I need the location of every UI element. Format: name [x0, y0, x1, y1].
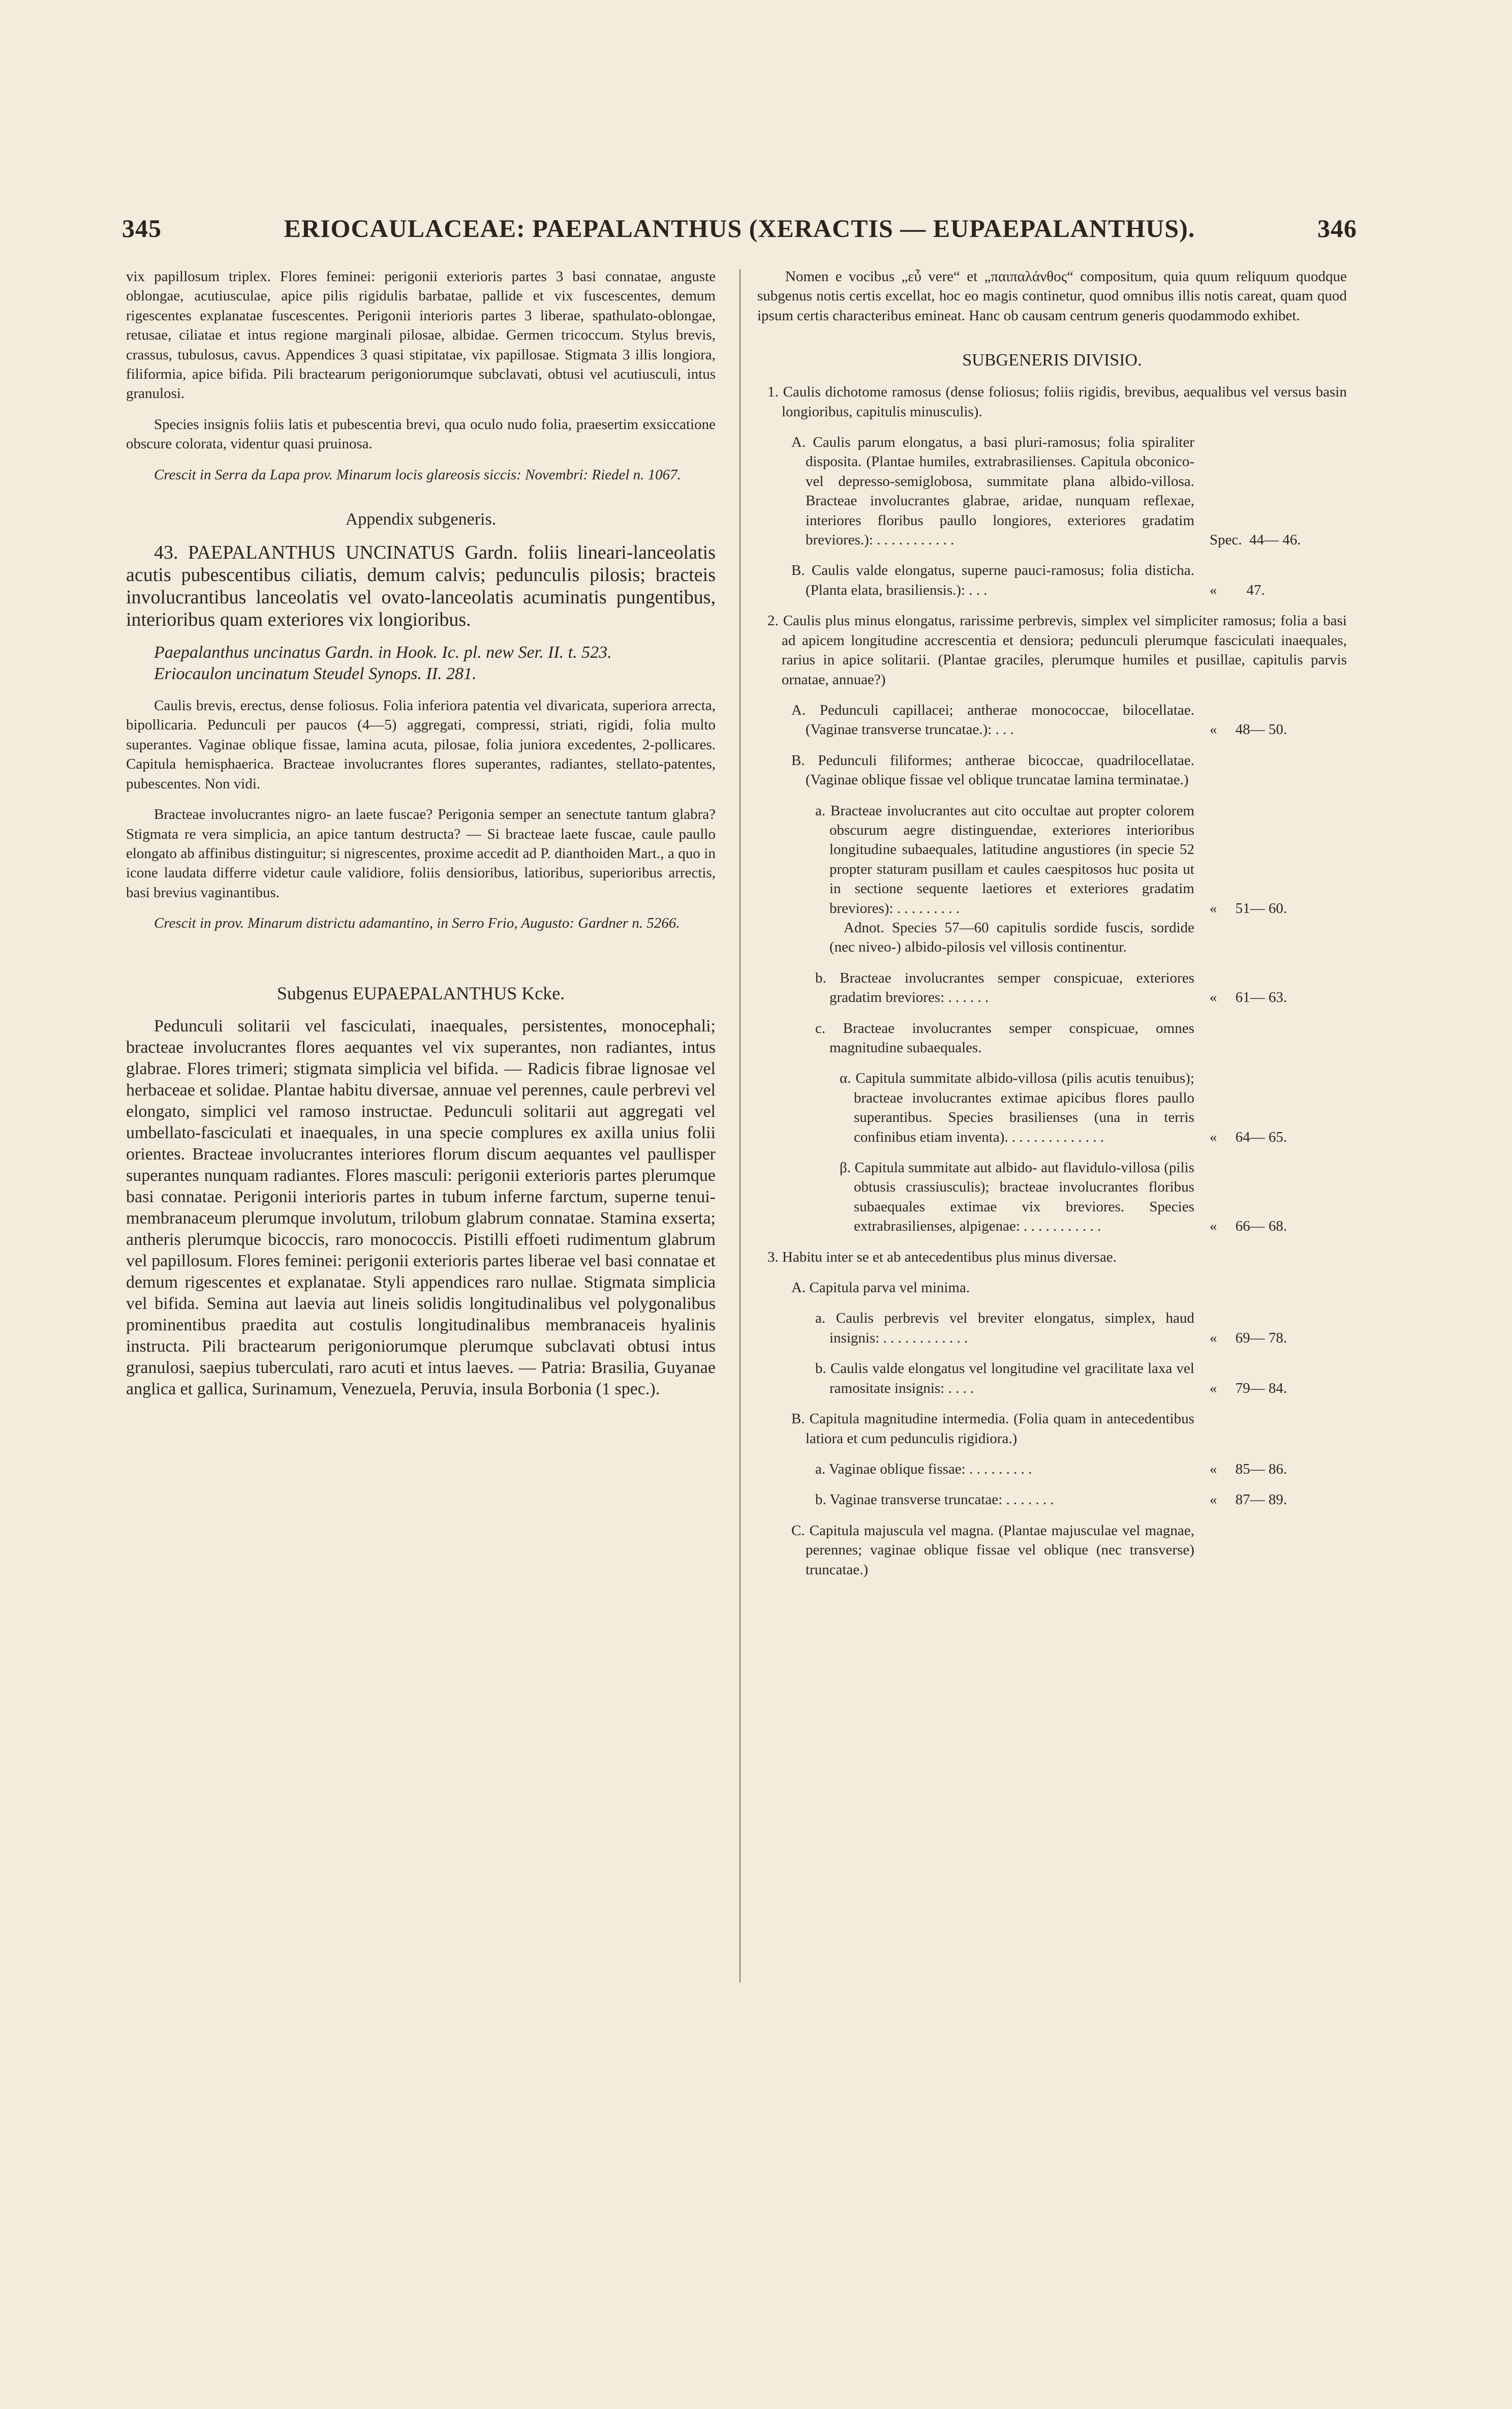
key-reference: « 87— 89.: [1210, 1491, 1287, 1508]
subgenus-description: Pedunculi solitarii vel fasciculati, inaequales, persistentes, monocephali; bracteae involucrantes flores aequantes vel vix superantes, non radiantes, intus glabrae. Flores trimeri; stigmata simplicia vel bifida. — Radicis fibrae lignosae vel herbaceae et solidae. Plantae habitu diversae, annuae vel perennes, caule perbrevi vel elongato, simplici vel ramoso instructae. Pedunculi solitarii aut aggregati vel umbellato-fasciculati et inaequales, in una specie complures ex axilla unius folii orientes. Bracteae involucrantes interiores florum discum aequantes vel paullisper superantes nunquam radiantes. Flores masculi: perigonii exterioris partes plerumque basi connatae. Perigonii interioris partes in tubum inferne farctum, superne tenui-membranaceum plerumque involutum, trilobum glabrum connatae. Stamina exserta; antheris plerumque bicoccis, raro monococcis. Pistilli effoeti rudimentum glabrum vel papillosum. Flores feminei: perigonii exterioris partes liberae vel basi connatae et demum rigescentes et explanatae. Styli appendices raro nullae. Stigmata simplicia vel bifida. Semina aut laevia aut lineis solidis longitudinalibus vel polygonalibus prominentibus praedita aut costulis longitudinalibus membranaceis hyalinis instructa. Pili bractearum perigoniorumque plerumque subclavati obtusi intus granulosi, saepius tuberculati, raro acuti et intus laeves. — Patria: Brasilia, Guyanae anglica et gallica, Surinamum, Venezuela, Peruvia, insula Borbonia (1 spec.).: [126, 1016, 716, 1398]
key-lead-1A: [757, 433, 1347, 550]
species-discussion: Bracteae involucrantes nigro- an laete fuscae? Perigonia semper an senectute tantum glabra? Stigmata re vera simplicia, an apice tantum destructa? — Si bracteae laete fuscae, caule paullo elongato ab affinibus distinguitur; si nigrescentes, proxime accedit ad P. dianthoiden Mart., a quo in icone laudata differre videtur caule validiore, foliis densioribus, latioribus, superioribus arrectis, basi brevius vaginantibus.: [126, 806, 716, 901]
key-lead-2: 2. Caulis plus minus elongatus, rarissime perbrevis, simplex vel simpliciter ramosus; folia a basi ad apicem longitudine accrescentia et densiora; pedunculi plerumque fasciculati inaequales, rarius in apice solitarii. (Plantae graciles, plerumque humiles et pusillae, capitulis parvis ornatae, annuae?): [767, 613, 1347, 688]
locality-note: Crescit in Serra da Lapa prov. Minarum locis glareosis siccis: Novembri: Riedel n. 1067.: [154, 466, 681, 483]
key-lead-1: 1. Caulis dichotome ramosus (dense foliosus; foliis rigidis, brevibus, aequalibus vel versus basin longioribus, capitulis minusculis).: [767, 384, 1347, 420]
species-diagnosis: 43. PAEPALANTHUS UNCINATUS Gardn. foliis lineari-lanceolatis acutis pubescentibus ciliatis, demum calvis; pedunculis pilosis; bracteis involucrantibus lanceolatis vel ovato-lanceolatis acuminatis pungentibus, interioribus quam exteriores vix longioribus.: [126, 542, 716, 631]
key-lead-3Ba: [757, 1459, 1347, 1479]
running-title: ERIOCAULACEAE: PAEPALANTHUS (XERACTIS — EUPAEPALANTHUS).: [284, 214, 1195, 242]
locality-note-2: Crescit in prov. Minarum districtu adamantino, in Serro Frio, Augusto: Gardner n. 5266.: [154, 915, 680, 932]
key-lead-2Bc-beta: [757, 1158, 1347, 1236]
key-lead-3Ab: [757, 1359, 1347, 1398]
key-lead-2A: [757, 700, 1347, 740]
species-remark: Species insignis foliis latis et pubescentia brevi, qua oculo nudo folia, praesertim exsiccatione obscure colorata, videntur quasi pruinosa.: [126, 416, 716, 452]
page-header: [122, 214, 1357, 249]
key-lead-2B: B. Pedunculi filiformes; antherae bicoccae, quadrilocellatae. (Vaginae oblique fissae vel oblique truncatae lamina terminatae.): [791, 752, 1194, 788]
key-text: A. Pedunculi capillacei; antherae monococcae, bilocellatae. (Vaginae transverse truncatae.): . . .: [791, 702, 1194, 738]
key-lead-3C: C. Capitula majuscula vel magna. (Plantae majusculae vel magnae, perennes; vaginae oblique fissae vel oblique (nec transverse) truncatae.): [791, 1522, 1194, 1578]
key-reference: « 61— 63.: [1210, 989, 1287, 1006]
appendix-heading: Appendix subgeneris.: [345, 510, 497, 529]
key-text: a. Bracteae involucrantes aut cito occultae aut propter colorem obscurum aegre distinguendae, exteriores interioribus longitudine subaequales, latitudine angustiores (in specie 52 propter staturam pusillam et caules caespitosos huc posita ut in sectione sequente laetiores et exteriores gradatim breviores): . . . . . . . . .: [815, 802, 1194, 917]
key-text: b. Bracteae involucrantes semper conspicuae, exteriores gradatim breviores: . . . . . .: [815, 969, 1194, 1006]
page-number-left: 345: [122, 214, 162, 242]
synonym-1: Paepalanthus uncinatus Gardn. in Hook. Ic. pl. new Ser. II. t. 523.: [154, 643, 612, 662]
key-text: α. Capitula summitate albido-villosa (pilis acutis tenuibus); bracteae involucrantes extimae apicibus flores paullo superantibus. Species brasilienses (una in terris confinibus etiam inventa). . . . . . . . . . . . . .: [840, 1070, 1194, 1145]
key-text: A. Caulis parum elongatus, a basi pluri-ramosus; folia spiraliter disposita. (Plantae humiles, extrabrasilienses. Capitula obconico- vel depresso-semiglobosa, summitate plana albido-villosa. Bracteae involucrantes glabrae, aridae, nunquam reflexae, interiores floribus paullo longiores, exteriores gradatim breviores.): . . . . . . . . . . .: [791, 434, 1194, 548]
key-lead-3: 3. Habitu inter se et ab antecedentibus plus minus diversae.: [767, 1248, 1117, 1265]
key-reference: « 69— 78.: [1210, 1329, 1287, 1346]
left-column: [126, 267, 716, 1400]
key-reference: « 79— 84.: [1210, 1380, 1287, 1396]
key-text: b. Caulis valde elongatus vel longitudine vel gracilitate laxa vel ramositate insignis: . . . .: [815, 1360, 1194, 1396]
key-lead-3B: B. Capitula magnitudine intermedia. (Folia quam in antecedentibus latiora et cum pedunculis rigidiora.): [791, 1411, 1194, 1447]
subgenus-heading: Subgenus EUPAEPALANTHUS Kcke.: [276, 983, 565, 1003]
key-lead-2Bc-alpha: [757, 1069, 1347, 1147]
species-description: Caulis brevis, erectus, dense foliosus. Folia inferiora patentia vel divaricata, superiora arrecta, bipollicaria. Pedunculi per paucos (4—5) aggregati, compressi, striati, rigidi, folia multo superantes. Vaginae oblique fissae, lamina acuta, pilosae, folia juniora excedentes, 2-pollicares. Capitula hemisphaerica. Bracteae involucrantes flores superantes, radiantes, stellato-patentes, pubescentes. Non vidi.: [126, 697, 716, 792]
key-reference: « 64— 65.: [1210, 1129, 1287, 1145]
key-reference: Spec. 44— 46.: [1210, 532, 1301, 548]
key-lead-2Ba: [757, 801, 1347, 918]
key-reference: « 66— 68.: [1210, 1218, 1287, 1235]
key-annotation: Adnot. Species 57—60 capitulis sordide fuscis, sordide (nec niveo-) albido-pilosis vel villosis continentur.: [829, 919, 1194, 956]
etymology: Nomen e vocibus „εὖ vere“ et „παιπαλάνθος“ compositum, quia quum reliquum quodque subgenus notis certis excellat, hoc eo magis continetur, quod omnibus illis notis careat, quam quod ipsum certis characteribus emineat. Hanc ob causam centrum generis quodammodo exhibet.: [757, 268, 1347, 324]
key-text: b. Vaginae transverse truncatae: . . . . . . .: [815, 1491, 1054, 1508]
key-reference: « 48— 50.: [1210, 721, 1287, 738]
key-reference: « 85— 86.: [1210, 1460, 1287, 1477]
key-text: a. Vaginae oblique fissae: . . . . . . . . .: [815, 1460, 1032, 1477]
column-divider: [739, 269, 740, 1983]
division-heading: SUBGENERIS DIVISIO.: [962, 351, 1142, 370]
key-lead-1B: [757, 561, 1347, 600]
key-lead-3Aa: [757, 1308, 1347, 1348]
key-text: a. Caulis perbrevis vel breviter elongatus, simplex, haud insignis: . . . . . . . . . . . .: [815, 1310, 1194, 1346]
key-lead-2Bb: [757, 968, 1347, 1008]
key-lead-3A: A. Capitula parva vel minima.: [791, 1279, 970, 1296]
key-reference: « 47.: [1210, 582, 1265, 598]
key-lead-3Bb: [757, 1490, 1347, 1509]
right-column: [757, 267, 1347, 1579]
description-continued: vix papillosum triplex. Flores feminei: perigonii exterioris partes 3 basi connatae, anguste oblongae, acutiusculae, apice pilis rigidulis barbatae, pallide et vix fuscescentes, demum rigescentes explanatae fuscescentes. Perigonii interioris partes 3 liberae, spathulato-oblongae, retusae, ciliatae et intus regione marginali pilosae, albidae. Germen tricoccum. Stylus brevis, crassus, tubulosus, cavus. Appendices 3 quasi stipitatae, vix papillosae. Stigmata 3 illis longiora, filiformia, apice bifida. Pili bractearum perigoniorumque subclavati, obtusi vel acutiusculi, intus granulosi.: [126, 268, 716, 402]
key-reference: « 51— 60.: [1210, 900, 1287, 917]
key-lead-2Bc: c. Bracteae involucrantes semper conspicuae, omnes magnitudine subaequales.: [815, 1020, 1194, 1056]
page-number-right: 346: [1317, 214, 1357, 242]
key-text: β. Capitula summitate aut albido- aut flavidulo-villosa (pilis obtusis crassiusculis); bracteae involucrantes floribus subaequales extimae vix breviores. Species extrabrasilienses, alpigenae: . . . . . . . . . . .: [840, 1160, 1194, 1235]
synonym-2: Eriocaulon uncinatum Steudel Synops. II. 281.: [154, 664, 477, 684]
key-text: B. Caulis valde elongatus, superne pauci-ramosus; folia disticha. (Planta elata, brasiliensis.): . . .: [791, 562, 1194, 598]
